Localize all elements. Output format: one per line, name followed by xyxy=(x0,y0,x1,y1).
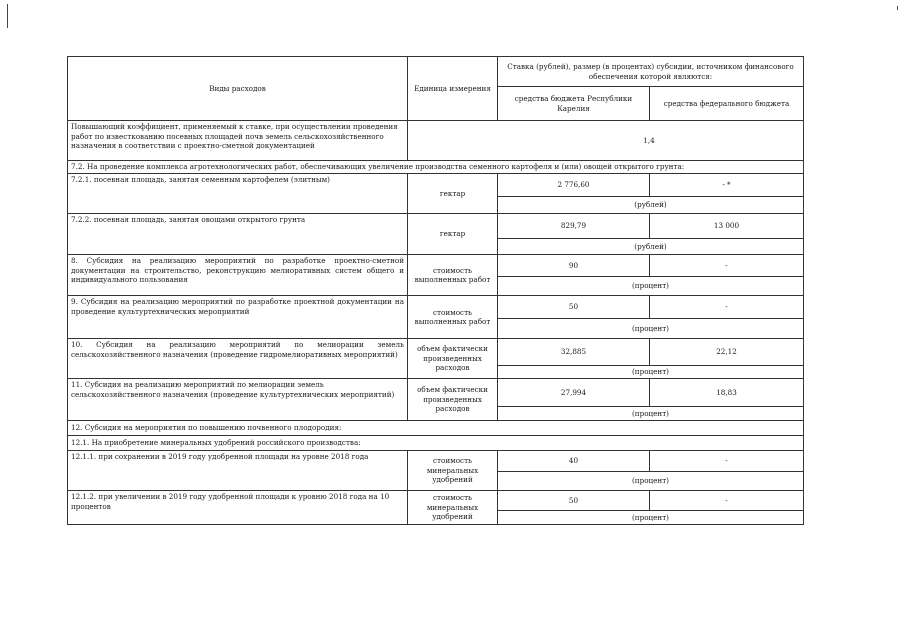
scan-edge-mark xyxy=(7,4,8,28)
section-label: 12.1. На приобретение минеральных удобрений российского производства: xyxy=(68,436,804,451)
row-value: 1,4 xyxy=(408,121,804,161)
row-measure: (процент) xyxy=(498,319,804,339)
section-row xyxy=(68,161,804,174)
row-label: 8. Субсидия на реализацию мероприятий по разработке проектно-сметной документации на строительство, реконструкцию мелиоративных систем общего и индивидуального пользования xyxy=(68,255,408,296)
row-regional: 50 xyxy=(498,491,650,511)
subsidy-rates-table xyxy=(67,56,804,525)
header-federal: средства федерального бюджета xyxy=(650,87,804,121)
row-regional: 829,79 xyxy=(498,214,650,239)
table-row xyxy=(68,491,804,511)
row-label: 7.2.2. посевная площадь, занятая овощами открытого грунта xyxy=(68,214,408,255)
row-measure: (рублей) xyxy=(498,239,804,255)
row-regional: 32,885 xyxy=(498,339,650,366)
row-federal: 22,12 xyxy=(650,339,804,366)
section-row xyxy=(68,421,804,436)
row-unit: стоимость минеральных удобрений xyxy=(408,451,498,491)
table-row xyxy=(68,121,804,161)
row-label: 12.1.2. при увеличении в 2019 году удобренной площади к уровню 2018 года на 10 процентов xyxy=(68,491,408,525)
table-row xyxy=(68,174,804,197)
section-label: 12. Субсидия на мероприятия по повышению почвенного плодородия: xyxy=(68,421,804,436)
row-measure: (процент) xyxy=(498,407,804,421)
row-measure: (рублей) xyxy=(498,197,804,214)
row-label: 11. Субсидия на реализацию мероприятий по мелиорации земель сельскохозяйственного назначения (проведение культуртехнических мероприятий) xyxy=(68,379,408,421)
header-rate: Ставка (рублей), размер (в процентах) субсидии, источником финансового обеспечения которой являются: xyxy=(498,57,804,87)
table-row xyxy=(68,296,804,319)
section-label: 7.2. На проведение комплекса агротехнологических работ, обеспечивающих увеличение производства семенного картофеля и (или) овощей открытого грунта: xyxy=(68,161,804,174)
table-row xyxy=(68,379,804,407)
row-label: 9. Субсидия на реализацию мероприятий по разработке проектной документации на проведение культуртехнических мероприятий xyxy=(68,296,408,339)
header-row xyxy=(68,57,804,87)
table-row xyxy=(68,255,804,277)
row-regional: 40 xyxy=(498,451,650,472)
header-unit: Единица измерения xyxy=(408,57,498,121)
row-unit: объем фактически произведенных расходов xyxy=(408,379,498,421)
row-unit: объем фактически произведенных расходов xyxy=(408,339,498,379)
scan-corner-mark xyxy=(897,6,898,10)
row-regional: 90 xyxy=(498,255,650,277)
row-federal: - * xyxy=(650,174,804,197)
row-federal: - xyxy=(650,491,804,511)
row-regional: 50 xyxy=(498,296,650,319)
row-label: 10. Субсидия на реализацию мероприятий по мелиорации земель сельскохозяйственного назначения (проведение гидромелиоративных мероприятий) xyxy=(68,339,408,379)
row-regional: 27,994 xyxy=(498,379,650,407)
row-unit: гектар xyxy=(408,214,498,255)
row-label: Повышающий коэффициент, применяемый к ставке, при осуществлении проведения работ по известкованию посевных площадей почв земель сельскохозяйственного назначения в соответствии с проектно-сметной документацией xyxy=(68,121,408,161)
row-measure: (процент) xyxy=(498,277,804,296)
table-row xyxy=(68,339,804,366)
row-measure: (процент) xyxy=(498,472,804,491)
row-unit: гектар xyxy=(408,174,498,214)
row-federal: - xyxy=(650,296,804,319)
row-federal: 13 000 xyxy=(650,214,804,239)
row-federal: - xyxy=(650,451,804,472)
row-label: 12.1.1. при сохранении в 2019 году удобренной площади на уровне 2018 года xyxy=(68,451,408,491)
row-measure: (процент) xyxy=(498,511,804,525)
row-unit: стоимость минеральных удобрений xyxy=(408,491,498,525)
row-unit: стоимость выполненных работ xyxy=(408,296,498,339)
table-row xyxy=(68,451,804,472)
row-regional: 2 776,60 xyxy=(498,174,650,197)
header-types: Виды расходов xyxy=(68,57,408,121)
row-federal: 18,83 xyxy=(650,379,804,407)
row-federal: - xyxy=(650,255,804,277)
row-measure: (процент) xyxy=(498,366,804,379)
table-row xyxy=(68,214,804,239)
section-row xyxy=(68,436,804,451)
row-label: 7.2.1. посевная площадь, занятая семенным картофелем (элитным) xyxy=(68,174,408,214)
header-regional: средства бюджета Республики Карелия xyxy=(498,87,650,121)
row-unit: стоимость выполненных работ xyxy=(408,255,498,296)
